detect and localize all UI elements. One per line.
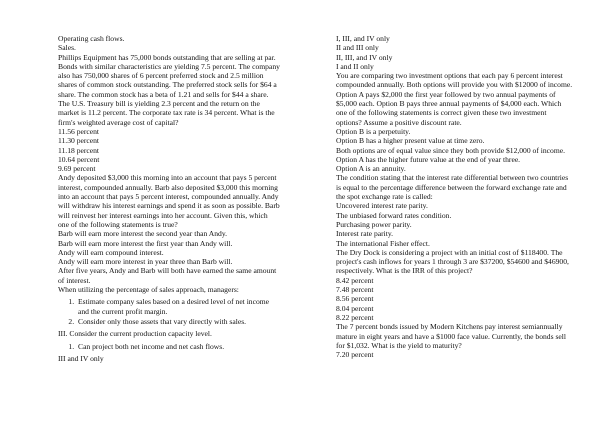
answer-option: After five years, Andy and Barb will both have earned the same amount of interest. — [58, 266, 277, 285]
answer-option: 11.30 percent — [58, 136, 100, 146]
answer-option: 8.42 percent — [336, 275, 374, 285]
answer-option: Both options are of equal value since they both provide $12,000 of income. — [336, 145, 566, 155]
answer-option: Option B has a higher present value at time zero. — [336, 136, 485, 146]
answer-option: Andy will earn more interest in year three than Barb will. — [58, 257, 233, 267]
list-item: 1. Can project both net income and net cash flows. — [76, 342, 280, 351]
text-line: III. Consider the current production capacity level. — [58, 329, 212, 339]
answer-option: III and IV only — [58, 353, 104, 363]
answer-option: 10.64 percent — [58, 154, 100, 164]
answer-option: The international Fisher effect. — [336, 238, 430, 248]
text-line: Operating cash flows. — [58, 34, 125, 43]
answer-option: I, III, and IV only — [336, 34, 390, 43]
answer-option: I and II only — [336, 61, 374, 71]
answer-option: Barb will earn more interest the first year than Andy will. — [58, 238, 233, 248]
answer-option: Uncovered interest rate parity. — [336, 201, 428, 211]
answer-option: 7.20 percent — [336, 350, 374, 360]
answer-option: 8.22 percent — [336, 312, 374, 322]
answer-option: The unbiased forward rates condition. — [336, 210, 452, 220]
left-column — [58, 34, 280, 363]
question-text: Andy deposited $3,000 this morning into an account that pays 5 percent interest, compounded annually. Barb also deposited $3,000 this morning into an account that pays 5 percent interest, compounded annually. Andy will withdraw his interest earnings and spend it as soon as possible. Barb will reinvest her interest earnings into her account. Given this, which one of the following statements is true? — [58, 173, 280, 229]
answer-option: Option A has the higher future value at the end of year three. — [336, 154, 521, 164]
answer-option: 11.56 percent — [58, 126, 100, 136]
list-item: 1. Estimate company sales based on a desired level of net income and the current profit margin. — [76, 297, 280, 316]
question-text: The 7 percent bonds issued by Modern Kitchens pay interest semiannually mature in eight years and have a $1000 face value. Currently, the bonds sell for $1,032. What is the yield to maturity? — [336, 322, 566, 350]
answer-option: Andy will earn compound interest. — [58, 247, 164, 257]
list-item: 2. Consider only those assets that vary directly with sales. — [76, 317, 280, 326]
answer-option: Barb will earn more interest the second year than Andy. — [58, 229, 228, 239]
question-text: When utilizing the percentage of sales approach, managers: — [58, 285, 239, 295]
answer-option: II and III only — [336, 43, 379, 53]
right-column — [336, 34, 574, 359]
answer-option: 8.04 percent — [336, 303, 374, 313]
answer-option: Option A is an annuity. — [336, 164, 406, 174]
answer-option: 9.69 percent — [58, 164, 96, 174]
text-line: Sales. — [58, 43, 76, 53]
answer-option: Option B is a perpetuity. — [336, 126, 411, 136]
numbered-list — [58, 342, 280, 351]
answer-option: Interest rate parity. — [336, 229, 394, 239]
answer-option: 8.56 percent — [336, 294, 374, 304]
numbered-list — [58, 297, 280, 326]
answer-option: II, III, and IV only — [336, 52, 393, 62]
answer-option: Purchasing power parity. — [336, 219, 412, 229]
question-text: You are comparing two investment options that each pay 6 percent interest compounded annually. Both options will provide you with $12000 of income. Option A pays $2,000 the first year followed by two annual payments of $5,000 each. Option B pays three annual payments of $4,000 each. Which one of the following statements is correct given these two investment options? Assume a positive discount rate. — [336, 71, 573, 127]
answer-option: 7.48 percent — [336, 285, 374, 295]
question-text: The Dry Dock is considering a project with an initial cost of $118400. The project's cash inflows for years 1 through 3 are $37200, $54600 and $46900, respectively. What is the IRR of this project? — [336, 247, 569, 276]
question-text: The condition stating that the interest rate differential between two countries is equal to the percentage difference between the forward exchange rate and the spot exchange rate is called: — [336, 173, 569, 202]
question-text: Phillips Equipment has 75,000 bonds outstanding that are selling at par. Bonds with similar characteristics are yielding 7.5 percent. The company also has 750,000 shares of 6 percent preferred stock and 2.5 million shares of common stock outstanding. The preferred stock sells for $64 a share. The common stock has a beta of 1.21 and sells for $44 a share. The U.S. Treasury bill is yielding 2.3 percent and the return on the market is 11.2 percent. The corporate tax rate is 34 percent. What is the firm's weighted average cost of capital? — [58, 52, 280, 127]
answer-option: 11.18 percent — [58, 145, 100, 155]
